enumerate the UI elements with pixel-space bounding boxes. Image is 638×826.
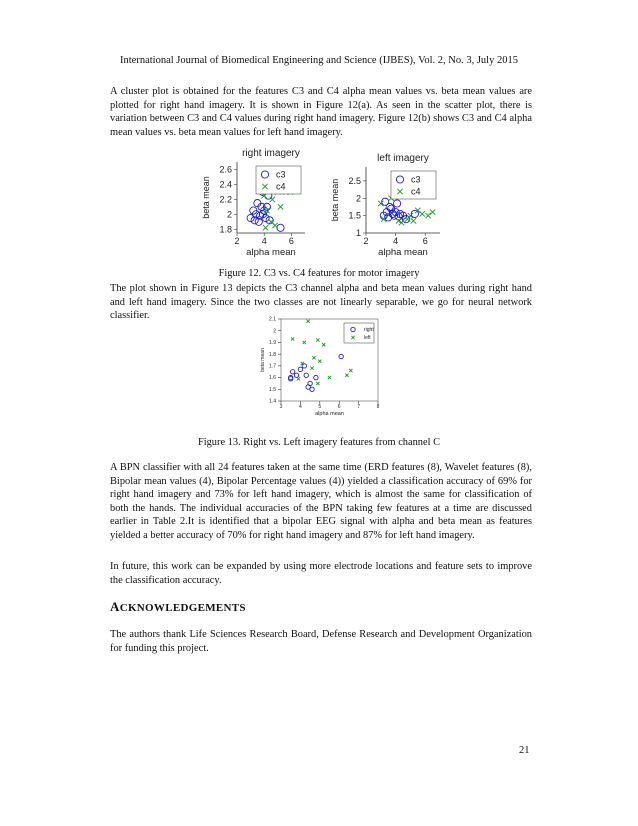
y-tick-label: 1.6 <box>269 375 276 382</box>
paragraph-future-work: In future, this work can be expanded by using more electrode locations and feature sets to improve the classification accuracy. <box>110 561 532 586</box>
y-axis-label: beta mean <box>260 348 266 372</box>
legend-label-right: right <box>364 327 374 334</box>
y-tick-label: 2.2 <box>219 194 232 205</box>
point-left <box>345 374 348 377</box>
paragraph-bpn-classifier: A BPN classifier with all 24 features taken at the same time (ERD features (8), Wavelet features (8), Bipolar mean values (4), Bipolar Percentage values (4)) yielded a classification accuracy of 69% for right hand imagery and 73% for left hand imagery, which is almost the same for classification of both the hands. The individual accuracies of the BPN taking few features at a time are discussed earlier in Table 2.It is identified that a bipolar EEG signal with alpha and beta mean as features yielded a better accuracy of 70% for right hand imagery and 87% for left hand imagery. <box>110 462 532 541</box>
point-left <box>297 377 300 380</box>
point-c4 <box>399 220 404 225</box>
point-right <box>339 354 343 358</box>
y-tick-label: 2.1 <box>269 316 276 323</box>
journal-header: International Journal of Biomedical Engineering and Science (IJBES), Vol. 2, No. 3, July 2015 <box>120 55 518 66</box>
y-tick-label: 1.8 <box>219 224 232 235</box>
y-tick-label: 2 <box>226 209 232 220</box>
figure-13-caption: Figure 13. Right vs. Left imagery features from channel C <box>197 437 441 448</box>
point-left <box>349 369 352 372</box>
y-axis-label: beta mean <box>201 176 211 219</box>
y-tick-label: 1.4 <box>269 398 276 405</box>
point-left <box>291 337 294 340</box>
x-tick-label: 7 <box>357 404 360 410</box>
x-tick-label: 3 <box>279 404 283 410</box>
y-tick-label: 1.7 <box>269 363 276 370</box>
legend-label-c4: c4 <box>276 181 286 192</box>
y-tick-label: 1 <box>355 228 361 238</box>
heading-initial: A <box>110 599 120 614</box>
point-c4 <box>270 197 275 202</box>
x-tick-label: 5 <box>318 404 322 410</box>
paragraph-acknowledgements: The authors thank Life Sciences Research Board, Defense Research and Development Organization for funding this project. <box>110 629 532 654</box>
figure-12-caption: Figure 12. C3 vs. C4 features for motor imagery <box>218 268 420 279</box>
point-left <box>322 343 325 346</box>
point-left <box>312 356 315 359</box>
y-tick-label: 2.5 <box>348 175 361 186</box>
y-tick-label: 2 <box>273 328 276 335</box>
x-tick-label: 6 <box>337 404 341 410</box>
point-right <box>298 367 302 371</box>
point-c4 <box>278 204 283 209</box>
point-c3 <box>277 224 284 231</box>
point-left <box>318 360 321 363</box>
point-right <box>304 373 308 377</box>
y-axis-label: beta mean <box>330 178 340 222</box>
point-c4 <box>411 218 416 223</box>
x-tick-label: 8 <box>376 404 380 410</box>
point-right <box>306 385 310 389</box>
point-c4 <box>430 209 435 214</box>
heading-rest: CKNOWLEDGEMENTS <box>119 602 246 614</box>
acknowledgements-heading <box>110 599 246 615</box>
point-c4 <box>425 213 430 218</box>
y-tick-label: 2 <box>355 193 361 204</box>
point-left <box>316 338 319 341</box>
point-c4 <box>263 225 268 230</box>
point-left <box>303 341 306 344</box>
point-left <box>316 382 319 385</box>
x-tick-label: 4 <box>299 404 302 410</box>
y-tick-label: 1.9 <box>269 340 276 347</box>
point-left <box>310 367 313 370</box>
x-tick-label: 4 <box>261 236 267 246</box>
point-left <box>328 376 331 379</box>
y-tick-label: 1.5 <box>269 386 276 393</box>
point-c4 <box>396 218 401 223</box>
chart-1 <box>330 153 440 258</box>
point-right <box>290 370 294 374</box>
x-tick-label: 6 <box>288 236 294 246</box>
point-c4 <box>408 213 413 218</box>
chart-2 <box>260 317 380 417</box>
x-axis-label: alpha mean <box>378 247 428 258</box>
y-tick-label: 2.4 <box>219 179 232 190</box>
x-tick-label: 2 <box>363 236 369 246</box>
figure-12 <box>0 145 638 265</box>
paragraph-cluster-plot: A cluster plot is obtained for the features C3 and C4 alpha mean values vs. beta mean values are plotted for right hand imagery. It is shown in Figure 12(a). As seen in the scatter plot, there is variation between C3 and C4 values during right hand imagery. Figure 12(b) shows C3 and C4 alpha mean values vs. beta mean values for left hand imagery. <box>110 86 532 138</box>
x-tick-label: 6 <box>422 236 428 246</box>
y-tick-label: 1.5 <box>348 210 361 221</box>
paragraph-figure-13: The plot shown in Figure 13 depicts the C3 channel alpha and beta mean values during right hand and left hand imagery. Since the two classes are not linearly separable, we go for neural network classifier. <box>110 283 532 322</box>
point-right <box>294 373 298 377</box>
chart-title: left imagery <box>377 153 429 164</box>
legend-label-left: left <box>364 335 371 342</box>
chart-title: right imagery <box>242 148 300 159</box>
y-tick-label: 1.8 <box>269 351 276 358</box>
chart-0 <box>201 148 305 258</box>
point-c4 <box>420 211 425 216</box>
x-tick-label: 4 <box>393 236 399 246</box>
point-c4 <box>272 223 277 228</box>
page-number: 21 <box>519 745 530 756</box>
legend-label-c3: c3 <box>411 174 421 185</box>
point-right <box>314 375 318 379</box>
legend-label-c4: c4 <box>411 186 421 197</box>
point-left <box>307 320 310 323</box>
point-c4 <box>378 201 383 206</box>
legend-label-c3: c3 <box>276 169 286 180</box>
x-tick-label: 2 <box>234 236 240 246</box>
y-tick-label: 2.6 <box>219 164 232 175</box>
point-c3 <box>393 200 400 207</box>
figure-13 <box>0 313 638 417</box>
x-axis-label: alpha mean <box>315 411 344 417</box>
x-axis-label: alpha mean <box>246 247 296 258</box>
